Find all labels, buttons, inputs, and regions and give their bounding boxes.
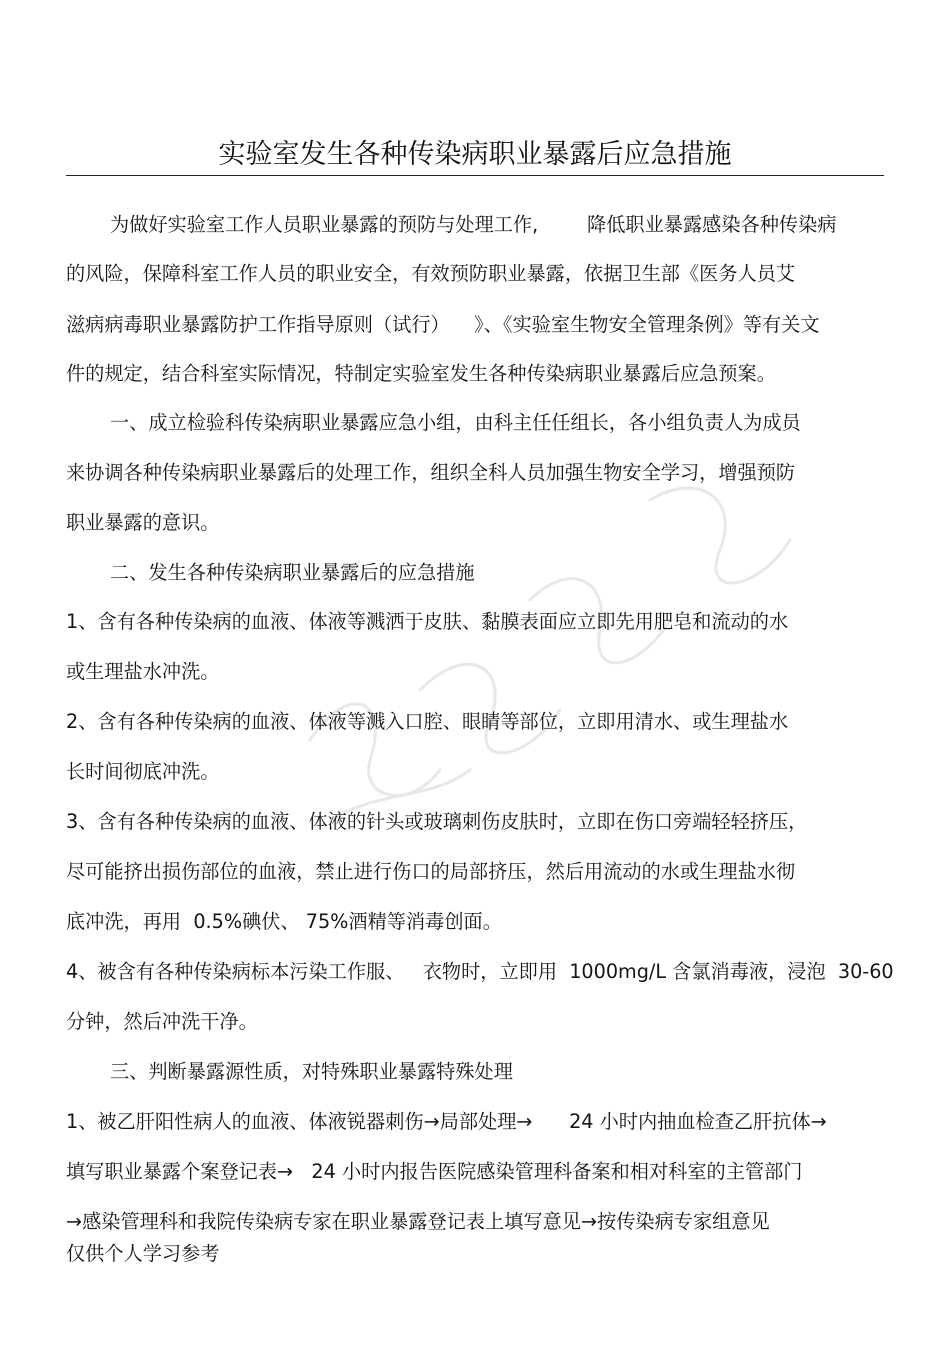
paragraph-line: 件的规定，结合科室实际情况，特制定实验室发生各种传染病职业暴露后应急预案。 xyxy=(66,362,776,385)
section-heading-3: 三、判断暴露源性质，对特殊职业暴露特殊处理 xyxy=(110,1060,513,1083)
document-title: 实验室发生各种传染病职业暴露后应急措施 xyxy=(218,139,732,170)
paragraph-line: 的风险，保障科室工作人员的职业安全，有效预防职业暴露，依据卫生部《医务人员艾 xyxy=(66,262,796,285)
paragraph-line: 尽可能挤出损伤部位的血液，禁止进行伤口的局部挤压，然后用流动的水或生理盐水彻 xyxy=(66,860,796,883)
paragraph-line: 职业暴露的意识。 xyxy=(66,511,220,534)
paragraph-line: 长时间彻底冲洗。 xyxy=(66,760,220,783)
list-item: 1、被乙肝阳性病人的血液、体液锐器刺伤→局部处理→ 24 小时内抽血检查乙肝抗体→ xyxy=(66,1110,827,1133)
list-item: 4、被含有各种传染病标本污染工作服、 衣物时，立即用 1000mg/L 含氯消毒液，浸泡 30-60 xyxy=(66,960,894,983)
section-heading-1: 一、成立检验科传染病职业暴露应急小组，由科主任任组长，各小组负责人为成员 xyxy=(110,411,801,434)
footer-note: 仅供个人学习参考 xyxy=(66,1242,220,1265)
paragraph-line: 为做好实验室工作人员职业暴露的预防与处理工作, 降低职业暴露感染各种传染病 xyxy=(110,213,837,236)
paragraph-line: 底冲洗，再用 0.5%碘伏、 75%酒精等消毒创面。 xyxy=(66,910,502,933)
title-divider xyxy=(66,175,884,176)
paragraph-line: 来协调各种传染病职业暴露后的处理工作，组织全科人员加强生物安全学习，增强预防 xyxy=(66,461,796,484)
paragraph-line: 分钟，然后冲洗干净。 xyxy=(66,1010,258,1033)
watermark-scribble xyxy=(270,440,870,860)
list-item: 2、含有各种传染病的血液、体液等溅入口腔、眼睛等部位，立即用清水、或生理盐水 xyxy=(66,710,789,733)
paragraph-line: →感染管理科和我院传染病专家在职业暴露登记表上填写意见→按传染病专家组意见 xyxy=(66,1210,770,1233)
paragraph-line: 填写职业暴露个案登记表→ 24 小时内报告医院感染管理科备案和相对科室的主管部门 xyxy=(66,1160,803,1183)
paragraph-line: 滋病病毒职业暴露防护工作指导原则（试行） 》、《实验室生物安全管理条例》等有关文 xyxy=(66,313,820,336)
list-item: 1、含有各种传染病的血液、体液等溅洒于皮肤、黏膜表面应立即先用肥皂和流动的水 xyxy=(66,610,789,633)
list-item: 3、含有各种传染病的血液、体液的针头或玻璃刺伤皮肤时，立即在伤口旁端轻轻挤压， xyxy=(66,810,808,833)
paragraph-line: 或生理盐水冲洗。 xyxy=(66,660,220,683)
section-heading-2: 二、发生各种传染病职业暴露后的应急措施 xyxy=(110,561,475,584)
